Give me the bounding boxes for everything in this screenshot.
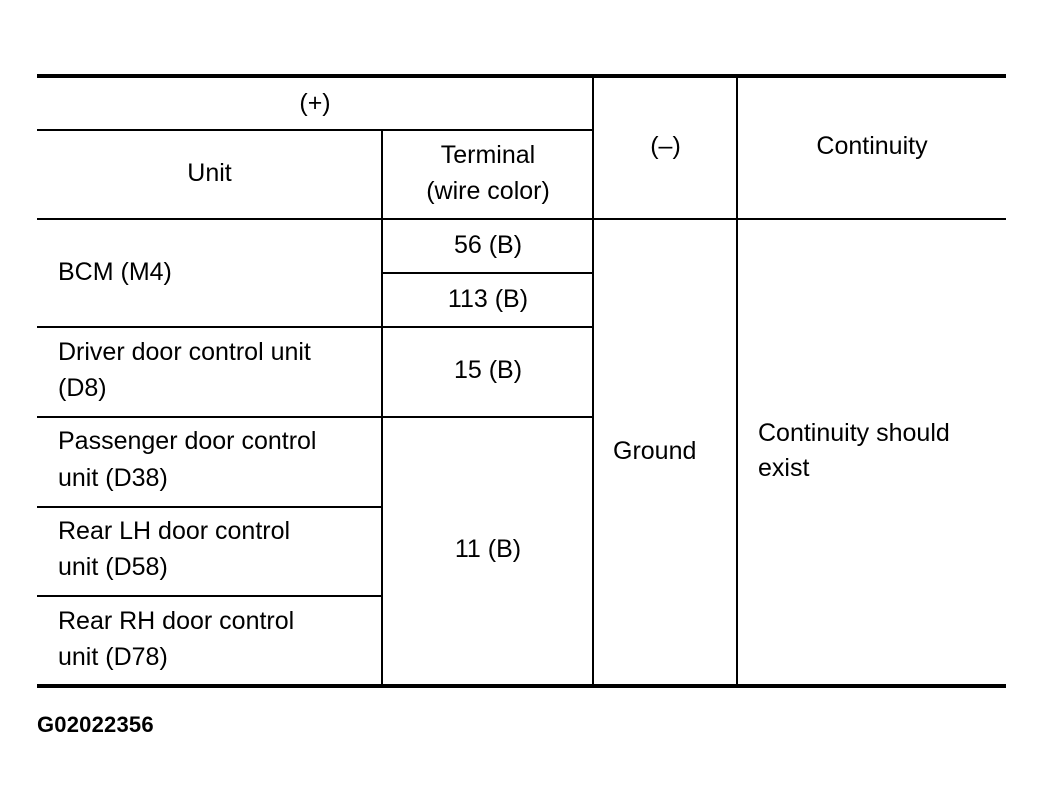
- bottom-border: [37, 684, 1006, 688]
- header-unit: Unit: [187, 159, 232, 187]
- terminal-shared: 11 (B): [454, 535, 522, 563]
- header-bottom-rule: [37, 218, 1006, 220]
- row-divider-driver: [37, 416, 593, 418]
- figure-id: G02022356: [37, 712, 154, 737]
- minus-continuity-divider: [736, 74, 738, 686]
- continuity-line1: Continuity should: [758, 419, 950, 447]
- header-terminal-line1: Terminal: [440, 141, 536, 169]
- bcm-terminal-divider: [382, 272, 593, 274]
- unit-rear-lh-line2: unit (D58): [58, 553, 168, 581]
- terminal-bcm-1: 56 (B): [453, 231, 523, 259]
- continuity-line2: exist: [758, 454, 810, 482]
- unit-terminal-divider: [381, 129, 383, 686]
- terminal-driver: 15 (B): [453, 356, 523, 384]
- unit-passenger-line1: Passenger door control: [58, 427, 317, 455]
- row-divider-passenger: [37, 506, 383, 508]
- row-divider-rear-lh: [37, 595, 383, 597]
- header-continuity: Continuity: [816, 132, 928, 160]
- top-border: [37, 74, 1006, 78]
- unit-rear-rh-line1: Rear RH door control: [58, 607, 295, 635]
- terminal-bcm-2: 113 (B): [447, 285, 529, 313]
- unit-rear-lh-line1: Rear LH door control: [58, 517, 291, 545]
- minus-ground: Ground: [613, 437, 697, 465]
- header-divider-plus: [37, 129, 593, 131]
- header-plus: (+): [299, 89, 331, 117]
- header-terminal-line2: (wire color): [426, 177, 550, 205]
- unit-passenger-line2: unit (D38): [58, 464, 168, 492]
- unit-driver-line2: (D8): [58, 374, 107, 402]
- unit-bcm: BCM (M4): [58, 258, 172, 286]
- header-minus: (–): [650, 132, 681, 160]
- unit-rear-rh-line2: unit (D78): [58, 643, 168, 671]
- row-divider-bcm: [37, 326, 593, 328]
- unit-driver-line1: Driver door control unit: [58, 338, 311, 366]
